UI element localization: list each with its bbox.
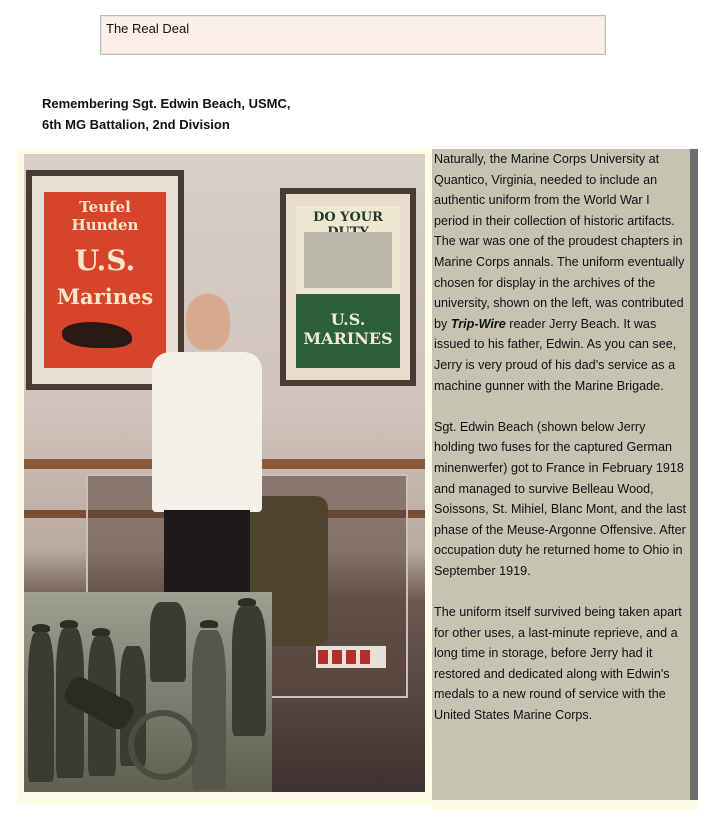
poster-dog-illustration	[62, 322, 132, 348]
soldier-figure	[150, 602, 186, 682]
figure-head	[186, 294, 230, 350]
poster-right-title: DO YOUR	[313, 210, 383, 225]
poster-right-marines: U.S. MARINES	[303, 310, 393, 348]
header-banner	[100, 15, 606, 55]
poster-left-title: Teufel Hunden	[71, 198, 139, 234]
soldier-figure	[28, 632, 54, 782]
ww1-soldiers-photo	[24, 592, 272, 792]
publication-name: Trip-Wire	[450, 316, 506, 331]
poster-do-your-duty	[280, 188, 416, 386]
figure-pants	[164, 510, 250, 594]
article-title-line-1: Remembering Sgt. Edwin Beach, USMC,	[42, 96, 291, 111]
article-title	[42, 93, 291, 135]
poster-right-scene	[304, 232, 392, 288]
text-panel-bottom	[432, 800, 698, 810]
paragraph-3: The uniform itself survived being taken apart for other uses, a last-minute reprieve, and a long time in storage, before Jerry had it restored and dedicated along with Edwin's medals to a new round of service with the United States Marine Corps.	[434, 605, 682, 723]
helmet-shape	[238, 598, 256, 606]
minenwerfer-wheel	[128, 710, 198, 780]
soldier-figure	[232, 606, 266, 736]
text-panel-shadow-right	[690, 149, 698, 805]
article-body	[434, 149, 688, 726]
helmet-shape	[92, 628, 110, 636]
paragraph-1	[434, 149, 688, 396]
paragraph-1-part-2: reader Jerry Beach. It was issued to his father, Edwin. As you can see, Jerry is very proud of his dad's service as a machine gunner with the Marine Brigade.	[434, 316, 677, 393]
banner-text: The Real Deal	[106, 21, 190, 36]
paragraph-2: Sgt. Edwin Beach (shown below Jerry holding two fuses for the captured German minenwerfer) got to France in February 1918 and managed to survive Belleau Wood, Soissons, St. Mihiel, Blanc Mont, and the last phase of the Meuse-Argonne Offensive. After occupation duty he returned home to Ohio in September 1919.	[434, 419, 686, 578]
helmet-shape	[60, 620, 78, 628]
jerry-beach-figure	[134, 294, 274, 594]
article-title-line-2: 6th MG Battalion, 2nd Division	[42, 117, 230, 132]
helmet-shape	[32, 624, 50, 632]
poster-do-your-duty-art	[296, 206, 400, 368]
poster-left-us: U.S.	[74, 244, 136, 277]
figure-shirt	[152, 352, 262, 512]
poster-left-marines: Marines	[56, 284, 154, 309]
paragraph-1-part-1: Naturally, the Marine Corps University at Quantico, Virginia, needed to include an authentic uniform from the World War I period in their collection of historic artifacts. The war was one of the proudest chapters in Marine Corps annals. The uniform eventually chosen for display in the archives of the university, shown on the left, was contributed by	[434, 152, 685, 331]
helmet-shape	[200, 620, 218, 628]
soldier-figure	[192, 630, 226, 790]
medals-display	[316, 646, 386, 668]
